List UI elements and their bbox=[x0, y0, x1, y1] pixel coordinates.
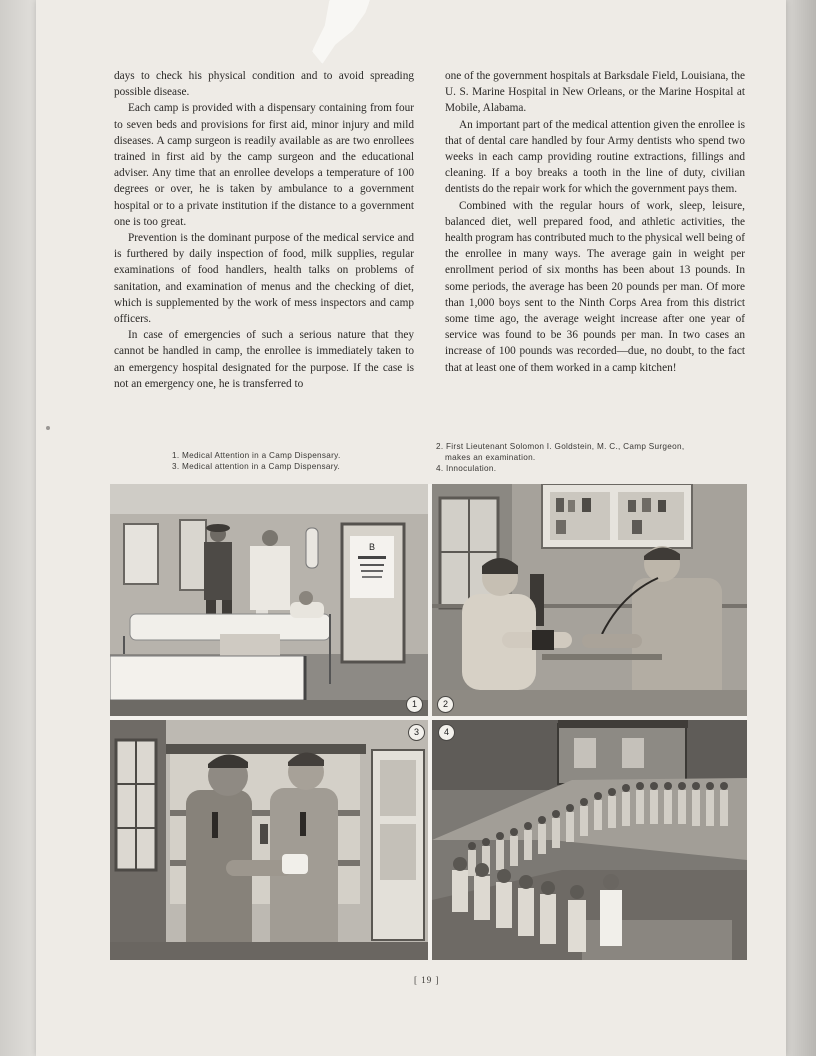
scan-edge-right bbox=[782, 0, 816, 1056]
paragraph: days to check his physical condition and to avoid spreading possible disease. bbox=[114, 70, 414, 99]
paragraph: In case of emergencies of such a serious nature that they cannot be handled in camp, the enrollee is immediately taken to an emergency hospital designated for the purpose. If the case is not an emergency one, he is transferred to bbox=[114, 329, 414, 390]
photo-number-badge: 2 bbox=[437, 696, 454, 713]
photo-grid bbox=[110, 484, 747, 960]
caption-right bbox=[436, 441, 766, 474]
photo-3-image bbox=[110, 720, 428, 960]
photo-4-image bbox=[432, 720, 747, 960]
margin-speck bbox=[46, 426, 50, 430]
paragraph: Combined with the regular hours of work, sleep, leisure, balanced diet, well prepared food, and athletic activities, the health program has contributed much to the physical well being of the enrollee in many ways. The average gain in weight per enrollment period of six months has been about 13 pounds. In some periods, the average has been 20 pounds per man. Of more than 1,000 boys sent to the Ninth Corps Area from this district some time ago, the average weight increase after one year of service was found to be 36 pounds per man. In two cases an increase of 100 pounds was recorded—due, no doubt, to the fact that at least one of them worked in a camp kitchen! bbox=[445, 199, 745, 374]
scan-edge-left bbox=[0, 0, 38, 1056]
caption-photo-2-continued: makes an examination. bbox=[445, 453, 536, 462]
paragraph: one of the government hospitals at Barksdale Field, Louisiana, the U. S. Marine Hospital in New Orleans, or the Marine Hospital at Mobile, Alabama. bbox=[445, 70, 745, 115]
photo-inoculation-line bbox=[432, 720, 747, 960]
eye-chart-letter: B bbox=[368, 542, 376, 552]
torn-paper-patch bbox=[312, 0, 370, 64]
right-text-column bbox=[445, 68, 745, 376]
photo-examination bbox=[432, 484, 747, 716]
page-number: [ 19 ] bbox=[414, 975, 440, 985]
paragraph: Prevention is the dominant purpose of the medical service and is furthered by daily inspection of food, milk supplies, regular examinations of food handlers, health talks on problems of sanitation, and examination of menus and the checking of diet, which is supplemented by the work of mess inspectors and camp officers. bbox=[114, 232, 414, 326]
paragraph: An important part of the medical attention given the enrollee is that of dental care handled by four Army dentists who spend two weeks in each camp providing routine extractions, fillings and cleaning. If a boy breaks a tooth in the line of duty, civilian dentists do the repair work for which the government pays them. bbox=[445, 118, 745, 196]
photo-1-image bbox=[110, 484, 428, 716]
caption-left bbox=[172, 450, 422, 472]
caption-photo-4: 4. Innoculation. bbox=[436, 464, 497, 473]
photo-number-badge: 3 bbox=[408, 724, 425, 741]
paragraph: Each camp is provided with a dispensary containing from four to seven beds and provisions for first aid, minor injury and mild diseases. A camp surgeon is readily available as are two enrollees trained in first aid by the camp surgeon and the educational adviser. Any time that an enrollee develops a temperature of 100 degrees or over, he is taken by ambulance to a government hospital or to a private institution if the distance to a government one is too great. bbox=[114, 102, 414, 228]
caption-photo-1: 1. Medical Attention in a Camp Dispensary. bbox=[172, 451, 341, 460]
caption-photo-3: 3. Medical attention in a Camp Dispensary. bbox=[172, 462, 341, 471]
left-text-column bbox=[114, 68, 414, 392]
photo-dispensary-ward bbox=[110, 484, 428, 716]
photo-number-badge: 1 bbox=[406, 696, 423, 713]
photo-bandaging bbox=[110, 720, 428, 960]
photo-number-badge: 4 bbox=[438, 724, 455, 741]
caption-photo-2: 2. First Lieutenant Solomon I. Goldstein, M. C., Camp Surgeon, bbox=[436, 442, 685, 451]
photo-2-image bbox=[432, 484, 747, 716]
